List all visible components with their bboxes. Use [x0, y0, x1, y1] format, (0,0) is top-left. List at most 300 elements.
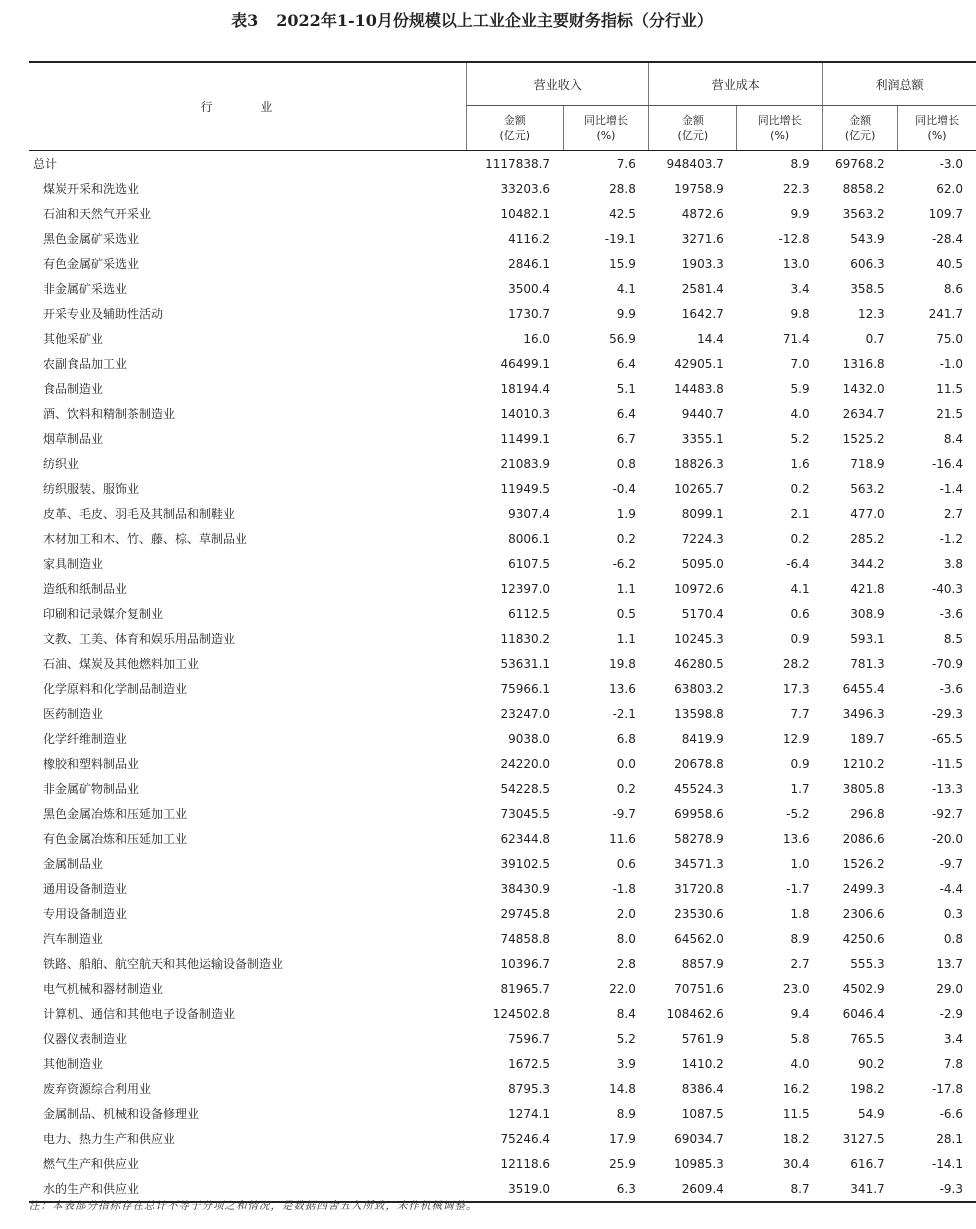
- profit-growth-cell: 28.1: [936, 1131, 963, 1146]
- cost-growth-cell: 0.9: [790, 631, 810, 646]
- industry-name: 电力、热力生产和供应业: [43, 1132, 176, 1146]
- profit-growth-cell: -17.8: [931, 1081, 963, 1096]
- profit-amount-cell: 308.9: [850, 606, 885, 621]
- revenue-amount-cell: 3500.4: [508, 281, 551, 296]
- profit-growth-cell: -3.6: [939, 681, 963, 696]
- industry-name: 其他制造业: [43, 1057, 104, 1071]
- cost-amount-cell: 69958.6: [674, 806, 724, 821]
- profit-amount-cell: 1525.2: [842, 431, 885, 446]
- revenue-amount-cell: 81965.7: [500, 981, 551, 996]
- cost-amount-cell: 14483.8: [674, 381, 724, 396]
- revenue-growth-cell: 0.2: [616, 531, 636, 546]
- cost-amount-cell: 5761.9: [681, 1031, 724, 1046]
- table-row: [29, 476, 976, 501]
- revenue-amount-cell: 1117838.7: [485, 156, 551, 171]
- cost-growth-cell: 0.9: [790, 756, 810, 771]
- profit-amount-cell: 2499.3: [842, 881, 885, 896]
- revenue-growth-cell: -6.2: [612, 556, 636, 571]
- cost-amount-cell: 8419.9: [681, 731, 724, 746]
- revenue-growth-cell: 42.5: [609, 206, 636, 221]
- profit-growth-cell: -11.5: [931, 756, 963, 771]
- cost-growth-cell: 9.4: [790, 1006, 810, 1021]
- revenue-amount-cell: 74858.8: [500, 931, 551, 946]
- profit-amount-cell: 69768.2: [835, 156, 885, 171]
- cost-growth-cell: 8.9: [790, 931, 810, 946]
- table-row: [29, 726, 976, 751]
- cost-amount-cell: 10245.3: [674, 631, 724, 646]
- profit-growth-cell: -3.6: [939, 606, 963, 621]
- cost-growth-cell: 4.0: [790, 1056, 810, 1071]
- industry-name: 烟草制品业: [43, 432, 104, 446]
- profit-amount-cell: 189.7: [850, 731, 885, 746]
- cost-growth-cell: 5.2: [790, 431, 810, 446]
- revenue-growth-cell: 25.9: [609, 1156, 636, 1171]
- revenue-growth-cell: 0.5: [616, 606, 636, 621]
- cost-amount-cell: 1642.7: [681, 306, 724, 321]
- revenue-growth-cell: 4.1: [616, 281, 636, 296]
- table-row: [29, 926, 976, 951]
- table-row: [29, 826, 976, 851]
- table-row: [29, 1001, 976, 1026]
- industry-name: 化学纤维制造业: [43, 732, 128, 746]
- cost-growth-cell: 13.6: [782, 831, 810, 846]
- cost-amount-cell: 14.4: [697, 331, 724, 346]
- revenue-growth-cell: 14.8: [609, 1081, 636, 1096]
- cost-amount-cell: 9440.7: [681, 406, 724, 421]
- cost-growth-cell: 1.8: [790, 906, 810, 921]
- cost-amount-cell: 10985.3: [674, 1156, 724, 1171]
- cost-growth-cell: 23.0: [782, 981, 810, 996]
- profit-amount-cell: 285.2: [850, 531, 885, 546]
- revenue-header: 营业收入: [467, 62, 649, 106]
- cost-growth-cell: 0.2: [790, 481, 810, 496]
- revenue-growth-cell: 8.9: [616, 1106, 636, 1121]
- revenue-amount-cell: 9307.4: [508, 506, 551, 521]
- profit-amount-cell: 296.8: [850, 806, 885, 821]
- revenue-growth-cell: 6.4: [616, 356, 636, 371]
- table-row: [29, 376, 976, 401]
- cost-amount-cell: 5095.0: [681, 556, 724, 571]
- cost-amount-cell: 10972.6: [674, 581, 724, 596]
- industry-name: 专用设备制造业: [43, 907, 128, 921]
- revenue-growth-cell: 2.8: [616, 956, 636, 971]
- industry-name: 造纸和纸制品业: [43, 582, 128, 596]
- profit-amount-cell: 543.9: [850, 231, 885, 246]
- table-row: [29, 551, 976, 576]
- industry-name: 石油、煤炭及其他燃料加工业: [43, 657, 200, 671]
- cost-growth-cell: 4.1: [790, 581, 810, 596]
- profit-growth-cell: -92.7: [931, 806, 963, 821]
- cost-growth-cell: 71.4: [782, 331, 810, 346]
- cost-growth-cell: 12.9: [782, 731, 810, 746]
- table-row: [29, 251, 976, 276]
- revenue-growth-cell: -1.8: [612, 881, 636, 896]
- profit-growth-cell: -1.2: [939, 531, 963, 546]
- profit-growth-cell: 11.5: [936, 381, 963, 396]
- industry-name: 非金属矿物制品业: [43, 782, 140, 796]
- revenue-amount-cell: 21083.9: [500, 456, 551, 471]
- revenue-growth-cell: 17.9: [609, 1131, 636, 1146]
- profit-amount-cell: 3127.5: [842, 1131, 885, 1146]
- table-row: [29, 1151, 976, 1176]
- cost-growth-cell: 16.2: [782, 1081, 810, 1096]
- cost-amount-cell: 70751.6: [674, 981, 724, 996]
- profit-growth-cell: -16.4: [931, 456, 963, 471]
- profit-amount-cell: 3496.3: [842, 706, 885, 721]
- cost-amount-cell: 58278.9: [674, 831, 724, 846]
- profit-amount-cell: 0.7: [865, 331, 885, 346]
- profit-amount-cell: 6046.4: [842, 1006, 885, 1021]
- table-row: [29, 576, 976, 601]
- profit-growth-cell: -1.4: [939, 481, 963, 496]
- profit-growth-cell: 3.8: [943, 556, 963, 571]
- table-row: [29, 276, 976, 301]
- cost-amount-cell: 948403.7: [666, 156, 724, 171]
- cost-amount-cell: 4872.6: [681, 206, 724, 221]
- profit-amount-cell: 198.2: [850, 1081, 885, 1096]
- revenue-growth-cell: 6.8: [616, 731, 636, 746]
- table-row: [29, 401, 976, 426]
- profit-growth-cell: 8.4: [943, 431, 963, 446]
- revenue-amount-cell: 1730.7: [508, 306, 551, 321]
- profit-amount-cell: 616.7: [850, 1156, 885, 1171]
- profit-growth-cell: -6.6: [939, 1106, 963, 1121]
- industry-name: 其他采矿业: [43, 332, 104, 346]
- profit-amount-cell: 6455.4: [842, 681, 885, 696]
- cost-amount-cell: 1903.3: [681, 256, 724, 271]
- table-row: [29, 751, 976, 776]
- profit-growth-cell: -65.5: [931, 731, 963, 746]
- industry-name: 金属制品、机械和设备修理业: [43, 1107, 200, 1121]
- cost-growth-cell: 22.3: [782, 181, 810, 196]
- profit-amount-cell: 358.5: [850, 281, 885, 296]
- profit-amount-cell: 54.9: [857, 1106, 885, 1121]
- finance-table: [29, 61, 976, 1203]
- footnote: 注：本表部分指标存在总计不等于分项之和情况，是数据四舍五入所致，未作机械调整。: [29, 1200, 478, 1212]
- cost-amount-cell: 1087.5: [681, 1106, 724, 1121]
- cost-amount-cell: 3271.6: [681, 231, 724, 246]
- revenue-amount-cell: 12118.6: [500, 1156, 551, 1171]
- industry-name: 食品制造业: [43, 382, 104, 396]
- revenue-amount-cell: 38430.9: [500, 881, 551, 896]
- profit-amount-cell: 12.3: [857, 306, 885, 321]
- industry-name: 橡胶和塑料制品业: [43, 757, 140, 771]
- profit-growth-cell: -29.3: [931, 706, 963, 721]
- cost-amount-cell: 7224.3: [681, 531, 724, 546]
- cost-amount-cell: 1410.2: [681, 1056, 724, 1071]
- profit-growth-cell: 62.0: [936, 181, 963, 196]
- table-row: [29, 1051, 976, 1076]
- industry-name: 文教、工美、体育和娱乐用品制造业: [43, 632, 236, 646]
- cost-amount-cell: 2581.4: [681, 281, 724, 296]
- profit-growth-cell: 8.5: [943, 631, 963, 646]
- cost-amount-cell: 31720.8: [674, 881, 724, 896]
- revenue-growth-cell: 6.7: [616, 431, 636, 446]
- cost-growth-cell: 0.2: [790, 531, 810, 546]
- profit-amount-cell: 563.2: [850, 481, 885, 496]
- industry-name: 总计: [33, 157, 58, 171]
- industry-name: 医药制造业: [43, 707, 104, 721]
- cost-growth-cell: 8.9: [790, 156, 810, 171]
- industry-name: 通用设备制造业: [43, 882, 128, 896]
- table-row: [29, 526, 976, 551]
- revenue-amount-cell: 53631.1: [500, 656, 551, 671]
- profit-growth-cell: 0.3: [943, 906, 963, 921]
- profit-amount-cell: 344.2: [850, 556, 885, 571]
- cost-amount-cell: 45524.3: [674, 781, 724, 796]
- profit-amount-cell: 593.1: [850, 631, 885, 646]
- revenue-growth-cell: 1.9: [616, 506, 636, 521]
- revenue-growth-cell: 1.1: [616, 581, 636, 596]
- table-row: [29, 801, 976, 826]
- revenue-amount-cell: 39102.5: [500, 856, 551, 871]
- revenue-amount-cell: 75966.1: [500, 681, 551, 696]
- profit-amount-cell: 3805.8: [842, 781, 885, 796]
- cost-growth-header: 同比增长 (%): [737, 106, 823, 151]
- table-row: [29, 351, 976, 376]
- revenue-amount-cell: 18194.4: [500, 381, 551, 396]
- industry-name: 纺织业: [43, 457, 80, 471]
- cost-amount-cell: 34571.3: [674, 856, 724, 871]
- profit-growth-cell: 75.0: [936, 331, 963, 346]
- industry-name: 铁路、船舶、航空航天和其他运输设备制造业: [43, 957, 284, 971]
- revenue-amount-cell: 23247.0: [500, 706, 551, 721]
- cost-growth-cell: -1.7: [786, 881, 810, 896]
- industry-name: 化学原料和化学制品制造业: [43, 682, 188, 696]
- revenue-amount-cell: 11949.5: [500, 481, 551, 496]
- industry-name: 木材加工和木、竹、藤、棕、草制品业: [43, 532, 248, 546]
- profit-growth-cell: -9.3: [898, 1176, 976, 1202]
- table-row: [29, 1101, 976, 1126]
- cost-amount-cell: 46280.5: [674, 656, 724, 671]
- revenue-growth-cell: -0.4: [612, 481, 636, 496]
- revenue-amount-cell: 16.0: [523, 331, 551, 346]
- revenue-growth-cell: -9.7: [612, 806, 636, 821]
- table-row: [29, 951, 976, 976]
- cost-amount-cell: 8857.9: [681, 956, 724, 971]
- industry-name: 燃气生产和供应业: [43, 1157, 140, 1171]
- cost-growth-cell: -12.8: [778, 231, 810, 246]
- cost-growth-cell: 0.6: [790, 606, 810, 621]
- industry-name: 非金属矿采选业: [43, 282, 128, 296]
- profit-amount-cell: 3563.2: [842, 206, 885, 221]
- profit-header: 利润总额: [823, 62, 976, 106]
- cost-amount-cell: 23530.6: [674, 906, 724, 921]
- industry-header: 行 业: [29, 62, 467, 151]
- table-row: [29, 201, 976, 226]
- industry-name: 计算机、通信和其他电子设备制造业: [43, 1007, 236, 1021]
- revenue-growth-header: 同比增长 (%): [563, 106, 649, 151]
- profit-amount-cell: 781.3: [850, 656, 885, 671]
- table-row: [29, 1126, 976, 1151]
- table-row: [29, 1026, 976, 1051]
- table-row: [29, 976, 976, 1001]
- profit-growth-cell: -20.0: [931, 831, 963, 846]
- table-row: [29, 701, 976, 726]
- profit-amount-header: 金额 (亿元): [823, 106, 898, 151]
- table-row: [29, 1076, 976, 1101]
- revenue-amount-cell: 8795.3: [508, 1081, 551, 1096]
- revenue-amount-cell: 33203.6: [500, 181, 551, 196]
- cost-growth-cell: -6.4: [786, 556, 810, 571]
- profit-growth-cell: 8.6: [943, 281, 963, 296]
- industry-name: 纺织服装、服饰业: [43, 482, 140, 496]
- table-number: 表3: [231, 11, 259, 30]
- cost-amount-cell: 8099.1: [681, 506, 724, 521]
- industry-name: 有色金属矿采选业: [43, 257, 140, 271]
- revenue-amount-cell: 8006.1: [508, 531, 551, 546]
- cost-growth-cell: 13.0: [782, 256, 810, 271]
- profit-growth-cell: 21.5: [936, 406, 963, 421]
- revenue-amount-cell: 12397.0: [500, 581, 551, 596]
- revenue-growth-cell: 0.2: [616, 781, 636, 796]
- revenue-growth-cell: 8.0: [616, 931, 636, 946]
- profit-amount-cell: 8858.2: [842, 181, 885, 196]
- profit-amount-cell: 4250.6: [842, 931, 885, 946]
- cost-growth-cell: 8.7: [737, 1176, 823, 1202]
- table-row: [29, 301, 976, 326]
- revenue-growth-cell: 5.2: [616, 1031, 636, 1046]
- revenue-growth-cell: 22.0: [609, 981, 636, 996]
- profit-growth-cell: -1.0: [939, 356, 963, 371]
- revenue-growth-cell: 56.9: [609, 331, 636, 346]
- revenue-growth-cell: 2.0: [616, 906, 636, 921]
- revenue-amount-cell: 1274.1: [508, 1106, 551, 1121]
- profit-amount-cell: 606.3: [850, 256, 885, 271]
- cost-amount-cell: 42905.1: [674, 356, 724, 371]
- cost-growth-cell: 30.4: [782, 1156, 810, 1171]
- cost-growth-cell: 1.6: [790, 456, 810, 471]
- revenue-growth-cell: 0.6: [616, 856, 636, 871]
- industry-name: 开采专业及辅助性活动: [43, 307, 164, 321]
- revenue-amount-cell: 11830.2: [500, 631, 551, 646]
- revenue-growth-cell: 1.1: [616, 631, 636, 646]
- table-row: [29, 451, 976, 476]
- revenue-amount-header: 金额 (亿元): [467, 106, 564, 151]
- industry-name: 黑色金属冶炼和压延加工业: [43, 807, 188, 821]
- cost-amount-cell: 8386.4: [681, 1081, 724, 1096]
- profit-growth-cell: -4.4: [939, 881, 963, 896]
- cost-amount-cell: 63803.2: [674, 681, 724, 696]
- revenue-growth-cell: 7.6: [616, 156, 636, 171]
- total-row: [29, 151, 976, 177]
- revenue-growth-cell: 28.8: [609, 181, 636, 196]
- cost-growth-cell: 7.0: [790, 356, 810, 371]
- profit-amount-cell: 1526.2: [842, 856, 885, 871]
- revenue-amount-cell: 6107.5: [508, 556, 551, 571]
- profit-amount-cell: 718.9: [850, 456, 885, 471]
- cost-growth-cell: 3.4: [790, 281, 810, 296]
- cost-amount-header: 金额 (亿元): [649, 106, 737, 151]
- revenue-amount-cell: 10482.1: [500, 206, 551, 221]
- cost-growth-cell: 28.2: [782, 656, 810, 671]
- cost-amount-cell: 108462.6: [666, 1006, 724, 1021]
- revenue-amount-cell: 46499.1: [500, 356, 551, 371]
- profit-amount-cell: 4502.9: [842, 981, 885, 996]
- industry-name: 金属制品业: [43, 857, 104, 871]
- industry-name: 酒、饮料和精制茶制造业: [43, 407, 176, 421]
- revenue-amount-cell: 4116.2: [508, 231, 551, 246]
- revenue-amount-cell: 6112.5: [508, 606, 551, 621]
- table-row: [29, 676, 976, 701]
- profit-growth-header: 同比增长 (%): [898, 106, 976, 151]
- profit-growth-cell: -3.0: [939, 156, 963, 171]
- table-row: [29, 501, 976, 526]
- profit-growth-cell: -28.4: [931, 231, 963, 246]
- profit-amount-cell: 90.2: [857, 1056, 885, 1071]
- profit-amount-cell: 555.3: [850, 956, 885, 971]
- cost-growth-cell: 9.9: [790, 206, 810, 221]
- cost-growth-cell: 2.7: [790, 956, 810, 971]
- industry-name: 农副食品加工业: [43, 357, 128, 371]
- table-row: [29, 626, 976, 651]
- industry-name: 废弃资源综合利用业: [43, 1082, 152, 1096]
- industry-name: 仪器仪表制造业: [43, 1032, 128, 1046]
- cost-amount-cell: 19758.9: [674, 181, 724, 196]
- profit-amount-cell: 341.7: [823, 1176, 898, 1202]
- cost-growth-cell: 5.9: [790, 381, 810, 396]
- revenue-growth-cell: 8.4: [616, 1006, 636, 1021]
- cost-amount-cell: 13598.8: [674, 706, 724, 721]
- industry-name: 电气机械和器材制造业: [43, 982, 164, 996]
- cost-growth-cell: 5.8: [790, 1031, 810, 1046]
- revenue-amount-cell: 7596.7: [508, 1031, 551, 1046]
- cost-amount-cell: 10265.7: [674, 481, 724, 496]
- profit-growth-cell: 3.4: [943, 1031, 963, 1046]
- cost-growth-cell: 7.7: [790, 706, 810, 721]
- cost-amount-cell: 20678.8: [674, 756, 724, 771]
- industry-name: 皮革、毛皮、羽毛及其制品和制鞋业: [43, 507, 236, 521]
- table-row: [29, 651, 976, 676]
- profit-growth-cell: -14.1: [931, 1156, 963, 1171]
- profit-amount-cell: 1210.2: [842, 756, 885, 771]
- revenue-amount-cell: 10396.7: [500, 956, 551, 971]
- cost-amount-cell: 18826.3: [674, 456, 724, 471]
- table-body: [29, 151, 976, 1203]
- cost-growth-cell: 2.1: [790, 506, 810, 521]
- cost-amount-cell: 64562.0: [674, 931, 724, 946]
- cost-growth-cell: 1.7: [790, 781, 810, 796]
- profit-growth-cell: 13.7: [936, 956, 963, 971]
- revenue-growth-cell: 6.4: [616, 406, 636, 421]
- table-row: [29, 601, 976, 626]
- revenue-growth-cell: 19.8: [609, 656, 636, 671]
- profit-amount-cell: 477.0: [850, 506, 885, 521]
- profit-amount-cell: 2634.7: [842, 406, 885, 421]
- cost-growth-cell: 4.0: [790, 406, 810, 421]
- revenue-amount-cell: 9038.0: [508, 731, 551, 746]
- profit-growth-cell: 40.5: [936, 256, 963, 271]
- revenue-growth-cell: 11.6: [609, 831, 636, 846]
- profit-growth-cell: 109.7: [928, 206, 963, 221]
- table-row: [29, 776, 976, 801]
- industry-name: 煤炭开采和洗选业: [43, 182, 140, 196]
- revenue-amount-cell: 1672.5: [508, 1056, 551, 1071]
- page-title: [0, 8, 944, 31]
- profit-growth-cell: -2.9: [939, 1006, 963, 1021]
- table-row: [29, 901, 976, 926]
- profit-growth-cell: 0.8: [943, 931, 963, 946]
- revenue-growth-cell: 6.3: [563, 1176, 649, 1202]
- cost-amount-cell: 3355.1: [681, 431, 724, 446]
- industry-name: 汽车制造业: [43, 932, 104, 946]
- revenue-amount-cell: 75246.4: [500, 1131, 551, 1146]
- revenue-amount-cell: 14010.3: [500, 406, 551, 421]
- profit-growth-cell: -13.3: [931, 781, 963, 796]
- industry-name: 有色金属冶炼和压延加工业: [43, 832, 188, 846]
- profit-growth-cell: -9.7: [939, 856, 963, 871]
- profit-growth-cell: 7.8: [943, 1056, 963, 1071]
